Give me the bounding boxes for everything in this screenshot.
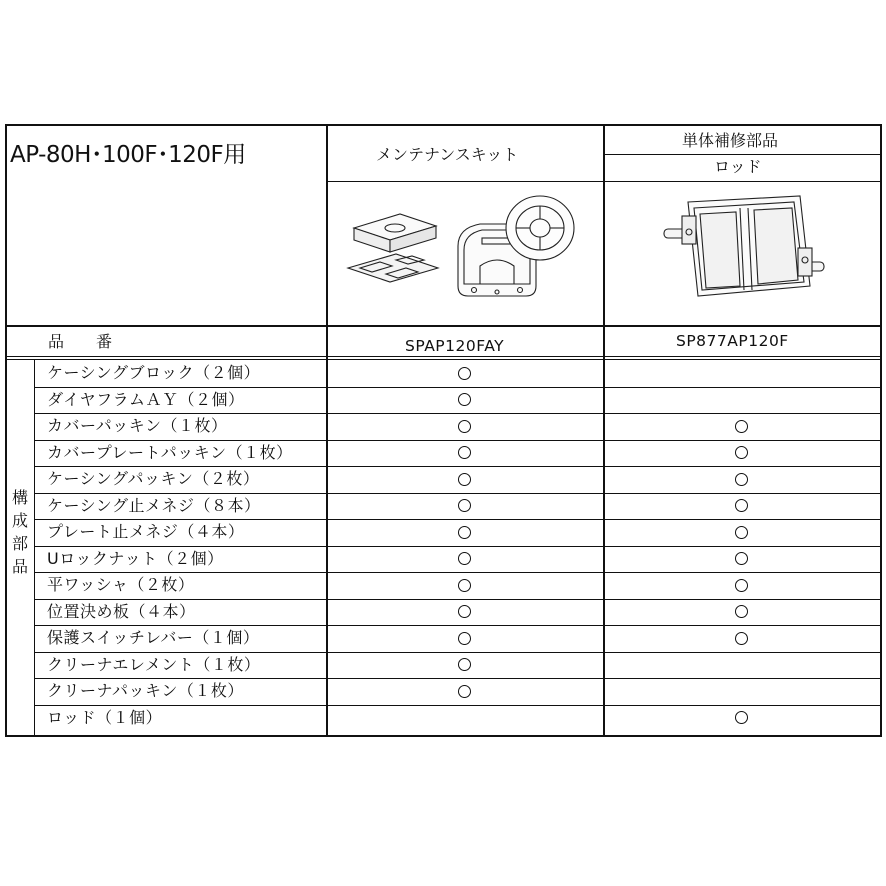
components-label-char: 成 (11, 511, 28, 530)
kit-included-mark (458, 658, 471, 671)
kit-included-mark (458, 526, 471, 539)
rod-included-mark (735, 526, 748, 539)
rod-included-mark (735, 605, 748, 618)
kit-included-mark (458, 605, 471, 618)
row-rule (34, 413, 882, 414)
part-number-rule (5, 359, 882, 360)
row-rule (34, 440, 882, 441)
component-name: 保護スイッチレバー（１個） (47, 628, 260, 647)
model-title: AP-80H･100F･120F用 (10, 142, 246, 168)
rod-column-header: ロッド (714, 157, 762, 176)
kit-included-mark (458, 420, 471, 433)
label-column-rule (34, 360, 35, 737)
component-name: ケーシング止メネジ（８本） (47, 495, 261, 515)
column-separator (603, 124, 605, 737)
rod-included-mark (735, 552, 748, 565)
kit-included-mark (458, 552, 471, 565)
row-rule (34, 599, 882, 600)
table-border-bottom (5, 735, 882, 737)
row-rule (34, 493, 882, 494)
component-name: クリーナパッキン（１枚） (47, 681, 244, 700)
header-rule (603, 154, 882, 155)
kit-included-mark (458, 367, 471, 380)
rod-included-mark (735, 420, 748, 433)
rod-included-mark (735, 579, 748, 592)
table-border-right (880, 124, 882, 737)
components-label-char: 構 (11, 488, 28, 507)
row-rule (34, 519, 882, 520)
kit-column-header: メンテナンスキット (376, 145, 519, 164)
table-border-top (5, 124, 882, 126)
row-rule (34, 652, 882, 653)
component-name: Uロックナット（２個） (47, 548, 224, 568)
component-name: カバープレートパッキン（１枚） (47, 442, 293, 462)
components-label-char: 品 (11, 557, 28, 576)
column-separator (326, 124, 328, 737)
single-parts-header: 単体補修部品 (682, 131, 779, 150)
component-name: カバーパッキン（１枚） (47, 416, 228, 435)
kit-included-mark (458, 473, 471, 486)
component-name: プレート止メネジ（４本） (47, 522, 245, 541)
component-name: ダイヤフラムＡＹ（２個） (47, 389, 245, 409)
rod-included-mark (735, 473, 748, 486)
row-rule (34, 466, 882, 467)
rod-part-number: SP877AP120F (676, 332, 789, 350)
rod-assembly-illustration (660, 186, 830, 316)
component-name: 位置決め板（４本） (47, 601, 196, 621)
component-name: クリーナエレメント（１枚） (47, 654, 261, 674)
row-rule (34, 705, 882, 706)
table-border-left (5, 124, 7, 737)
components-label (6, 486, 34, 578)
component-name: ロッド（１個） (47, 707, 163, 727)
kit-part-number: SPAP120FAY (405, 337, 505, 355)
part-number-label: 品 番 (48, 332, 113, 351)
part-number-rule (5, 356, 882, 357)
kit-included-mark (458, 393, 471, 406)
row-rule (34, 625, 882, 626)
component-name: 平ワッシャ（２枚） (47, 575, 195, 594)
kit-included-mark (458, 446, 471, 459)
maintenance-kit-illustration (340, 188, 590, 308)
rod-included-mark (735, 632, 748, 645)
row-rule (34, 546, 882, 547)
header-bottom-rule (5, 325, 882, 327)
component-name: ケーシングブロック（２個） (47, 363, 261, 382)
header-rule (326, 181, 882, 182)
kit-included-mark (458, 499, 471, 512)
rod-included-mark (735, 499, 748, 512)
component-name: ケーシングパッキン（２枚） (47, 469, 260, 488)
kit-included-mark (458, 685, 471, 698)
row-rule (34, 572, 882, 573)
rod-included-mark (735, 446, 748, 459)
row-rule (34, 387, 882, 388)
kit-included-mark (458, 579, 471, 592)
components-label-char: 部 (11, 534, 28, 553)
rod-included-mark (735, 711, 748, 724)
row-rule (34, 678, 882, 679)
kit-included-mark (458, 632, 471, 645)
